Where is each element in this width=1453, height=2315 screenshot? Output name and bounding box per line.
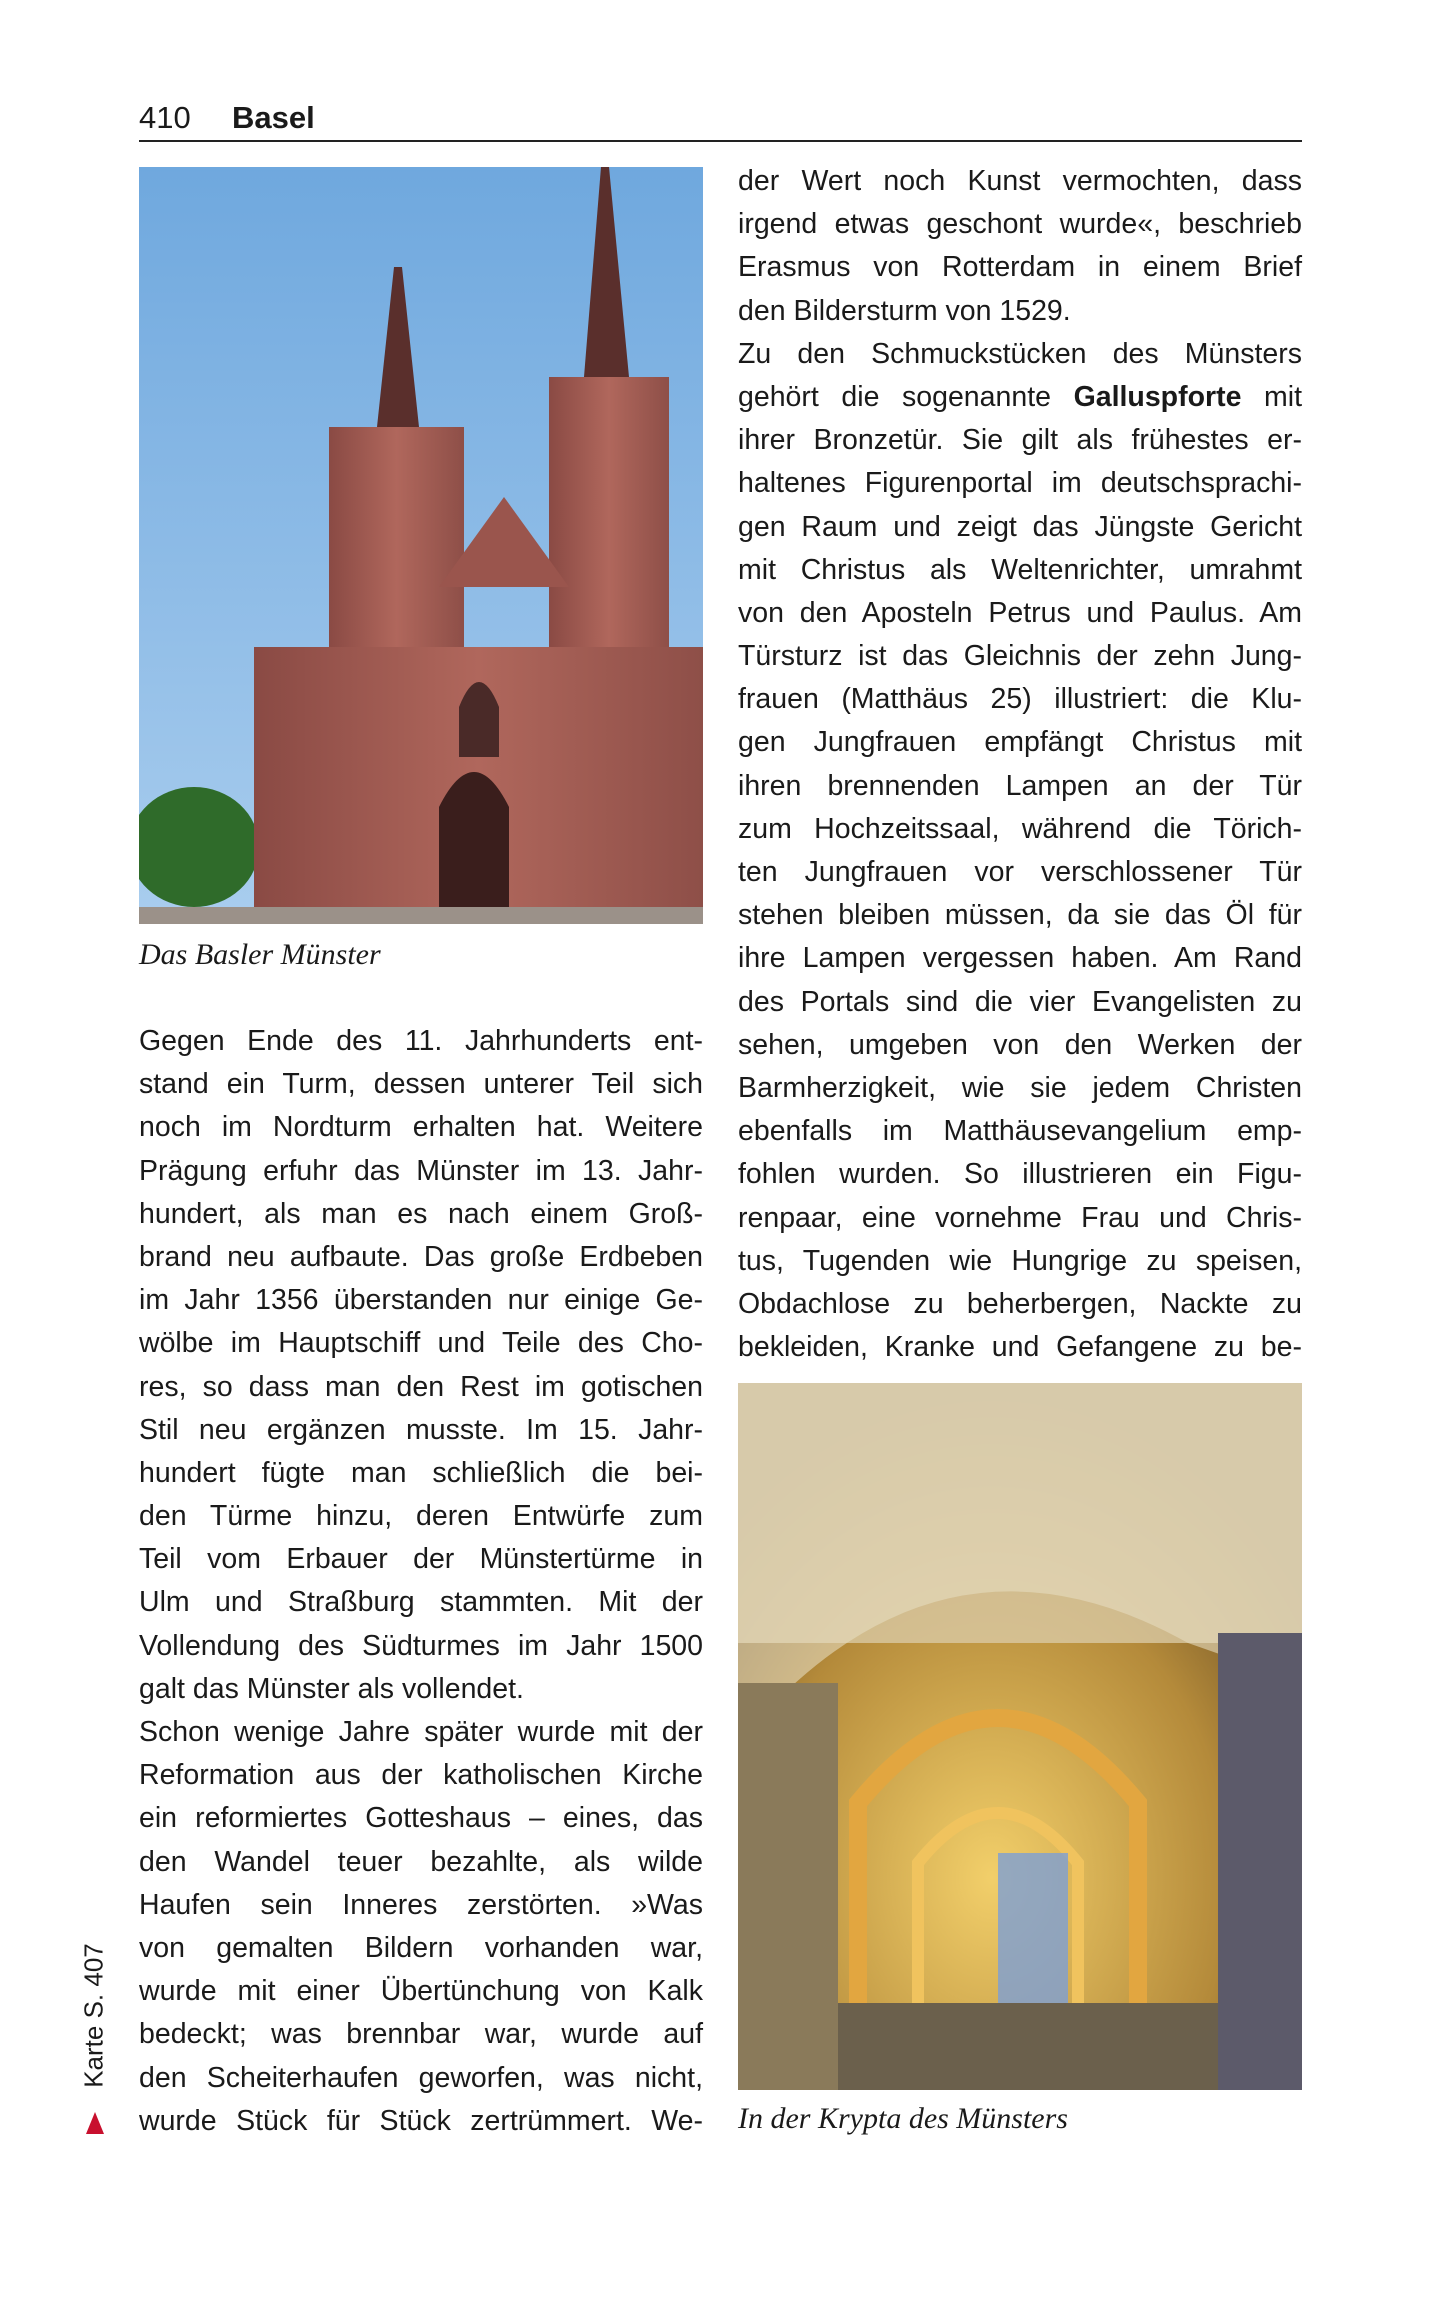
text-line: Haufen sein Inneres zerstörten. »Was	[139, 1888, 703, 1921]
text-line: haltenes Figurenportal im deutschsprachi-	[738, 467, 1302, 500]
text-line: hundert fügte man schließlich die bei-	[139, 1456, 703, 1489]
text-line: Ulm und Straßburg stammten. Mit der	[139, 1586, 703, 1619]
text-line: Türsturz ist das Gleichnis der zehn Jung-	[738, 640, 1302, 673]
text-line: frauen (Matthäus 25) illustriert: die Klu-	[738, 683, 1302, 716]
text-line: Gegen Ende des 11. Jahrhunderts ent-	[139, 1025, 703, 1057]
text-line: Erasmus von Rotterdam in einem Brief	[738, 251, 1302, 284]
text-line: stand ein Turm, dessen unterer Teil sich	[139, 1068, 703, 1101]
bold-term: Galluspforte	[1073, 380, 1242, 413]
text-line: zum Hochzeitssaal, während die Törich-	[738, 812, 1302, 845]
text-line: ihrer Bronzetür. Sie gilt als frühestes er-	[738, 424, 1302, 457]
triangle-marker-icon	[86, 2112, 104, 2134]
text-line: wurde mit einer Übertünchung von Kalk	[139, 1975, 703, 2008]
text-line: wurde Stück für Stück zertrümmert. We-	[139, 2104, 703, 2137]
chapter-title: Basel	[232, 100, 315, 135]
text-line: ebenfalls im Matthäusevangelium emp-	[738, 1115, 1302, 1148]
text-line: noch im Nordturm erhalten hat. Weitere	[139, 1111, 703, 1144]
text-line: ten Jungfrauen vor verschlossener Tür	[738, 856, 1302, 888]
text-line: mit Christus als Weltenrichter, umrahmt	[738, 553, 1302, 586]
running-header	[139, 98, 1302, 142]
text-line: den Bildersturm von 1529.	[738, 294, 1071, 327]
text-line: Vollendung des Südturmes im Jahr 1500	[139, 1629, 703, 1662]
text-line: sehen, umgeben von den Werken der	[738, 1028, 1302, 1061]
text-line: Reformation aus der katholischen Kirche	[139, 1759, 703, 1792]
text-line: Zu den Schmuckstücken des Münsters	[738, 337, 1302, 370]
text-line: renpaar, eine vornehme Frau und Chris-	[738, 1201, 1302, 1234]
text-line: brand neu aufbaute. Das große Erdbeben	[139, 1240, 703, 1273]
text-line: den Türme hinzu, deren Entwürfe zum	[139, 1500, 703, 1533]
text-line: im Jahr 1356 überstanden nur einige Ge-	[139, 1284, 703, 1317]
crypt-photo	[738, 1383, 1302, 2090]
cathedral-photo	[139, 167, 703, 924]
text-line: Schon wenige Jahre später wurde mit der	[139, 1716, 703, 1748]
text-line: Obdachlose zu beherbergen, Nackte zu	[738, 1287, 1302, 1320]
text-line: Stil neu ergänzen musste. Im 15. Jahr-	[139, 1413, 703, 1446]
text-line: bedeckt; was brennbar war, wurde auf	[139, 2018, 703, 2051]
left-text-column	[139, 1020, 703, 2143]
text-line: wölbe im Hauptschiff und Teile des Cho-	[139, 1327, 703, 1360]
text-line: Prägung erfuhr das Münster im 13. Jahr-	[139, 1154, 703, 1187]
text-line: ihren brennenden Lampen an der Tür	[738, 769, 1302, 802]
text-line: ein reformiertes Gotteshaus – eines, das	[139, 1802, 703, 1835]
figure-caption-crypt: In der Krypta des Münsters	[738, 2102, 1068, 2135]
text-line: den Scheiterhaufen geworfen, was nicht,	[139, 2061, 703, 2094]
map-reference-label: Karte S. 407	[78, 1943, 109, 2088]
text-segment: mit	[1241, 380, 1302, 413]
text-line: irgend etwas geschont wurde«, beschrieb	[738, 208, 1302, 241]
text-line: von den Aposteln Petrus und Paulus. Am	[738, 596, 1302, 629]
page-number: 410	[139, 100, 191, 135]
text-line: hundert, als man es nach einem Groß-	[139, 1197, 703, 1230]
text-line: Barmherzigkeit, wie sie jedem Christen	[738, 1071, 1302, 1104]
text-line: res, so dass man den Rest im gotischen	[139, 1370, 703, 1403]
right-text-column	[738, 160, 1302, 1369]
text-line: Teil vom Erbauer der Münstertürme in	[139, 1543, 703, 1576]
text-line: des Portals sind die vier Evangelisten zu	[738, 985, 1302, 1018]
text-segment: gehört die sogenannte	[738, 380, 1074, 413]
map-reference[interactable]	[74, 1940, 114, 2140]
text-line: den Wandel teuer bezahlte, als wilde	[139, 1845, 703, 1878]
text-line: tus, Tugenden wie Hungrige zu speisen,	[738, 1244, 1302, 1277]
text-line: von gemalten Bildern vorhanden war,	[139, 1931, 703, 1964]
text-line: der Wert noch Kunst vermochten, dass	[738, 165, 1302, 197]
text-line: stehen bleiben müssen, da sie das Öl für	[738, 899, 1302, 932]
text-line: gen Jungfrauen empfängt Christus mit	[738, 726, 1302, 759]
text-line: bekleiden, Kranke und Gefangene zu be-	[738, 1331, 1302, 1364]
figure-caption-cathedral: Das Basler Münster	[139, 938, 381, 971]
text-line: galt das Münster als vollendet.	[139, 1672, 524, 1705]
text-line	[738, 376, 1302, 419]
text-line: fohlen wurden. So illustrieren ein Figu-	[738, 1158, 1302, 1191]
text-line: ihre Lampen vergessen haben. Am Rand	[738, 942, 1302, 975]
text-line: gen Raum und zeigt das Jüngste Gericht	[738, 510, 1302, 543]
